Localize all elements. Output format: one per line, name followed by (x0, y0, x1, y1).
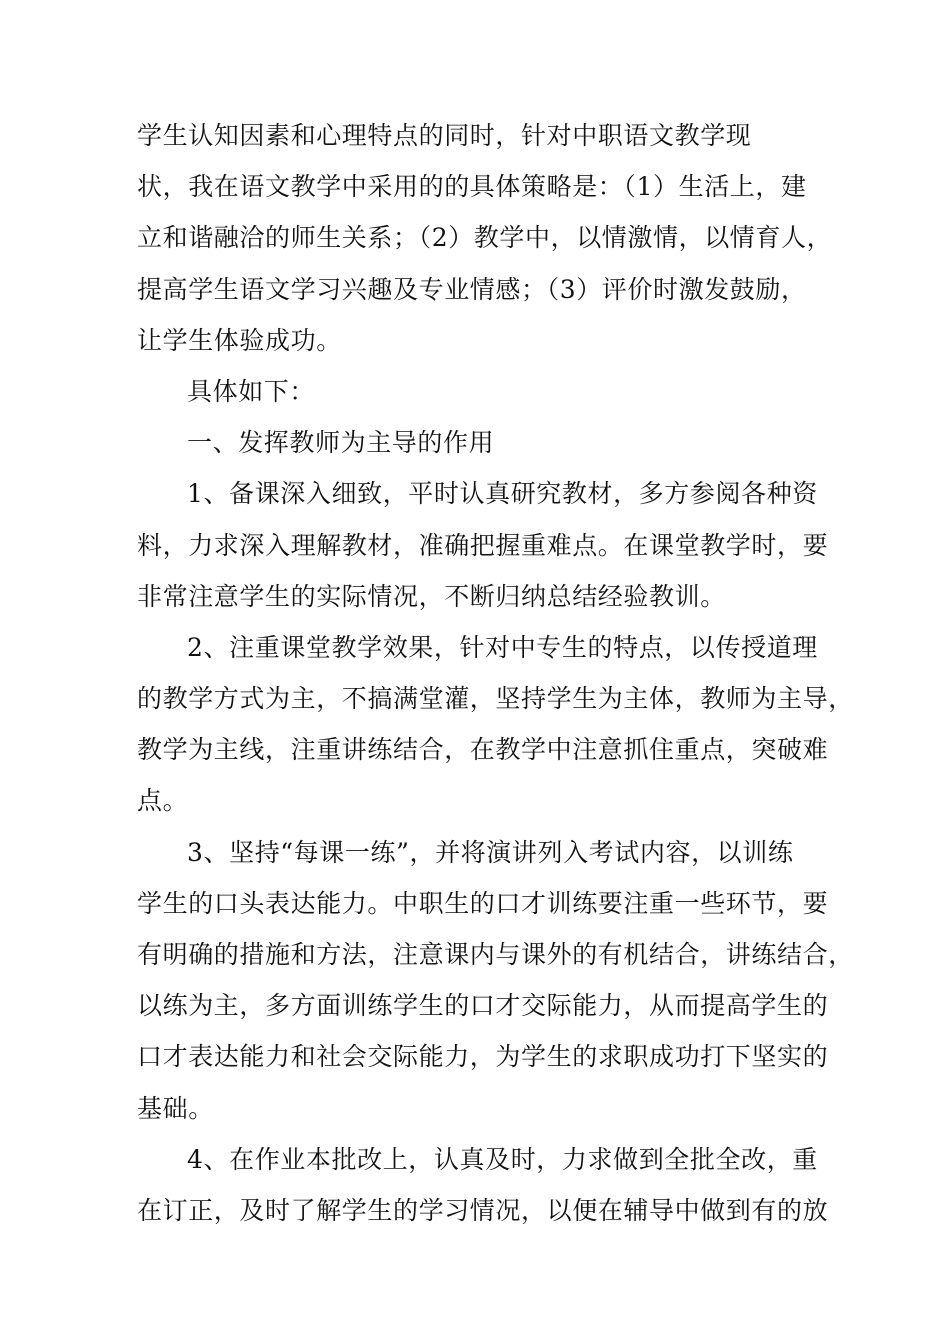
text-line: 立和谐融洽的师生关系；（2）教学中，以情激情，以情育人， (137, 223, 833, 253)
text-line: 1、备课深入细致，平时认真研究教材，多方参阅各种资 (187, 479, 818, 509)
text-line: 学生认知因素和心理特点的同时，针对中职语文教学现 (137, 121, 752, 150)
text-line: 以练为主，多方面训练学生的口才交际能力，从而提高学生的 (137, 991, 829, 1021)
text-line: 非常注意学生的实际情况，不断归纳总结经验教训。 (137, 581, 726, 611)
text-line: 状，我在语文教学中采用的的具体策略是：（1）生活上，建 (137, 172, 807, 202)
text-line: 基础。 (137, 1093, 214, 1123)
text-line: 具体如下： (187, 376, 316, 406)
text-line: 4、在作业本批改上，认真及时，力求做到全批全改，重 (187, 1144, 818, 1174)
text-line: 口才表达能力和社会交际能力，为学生的求职成功打下坚实的 (137, 1042, 829, 1072)
text-line: 让学生体验成功。 (137, 325, 342, 355)
text-line: 提高学生语文学习兴趣及专业情感；（3）评价时激发鼓励， (137, 274, 807, 304)
text-line: 2、注重课堂教学效果，针对中专生的特点，以传授道理 (187, 632, 818, 662)
text-line: 在订正，及时了解学生的学习情况，以便在辅导中做到有的放 (137, 1195, 829, 1225)
text-line: 3、坚持“每课一练”，并将演讲列入考试内容，以训练 (187, 837, 794, 867)
text-line: 学生的口头表达能力。中职生的口才训练要注重一些环节，要 (137, 888, 829, 918)
text-line: 的教学方式为主，不搞满堂灌，坚持学生为主体，教师为主导， (137, 684, 854, 714)
text-line: 教学为主线，注重讲练结合，在教学中注意抓住重点，突破难 (137, 735, 829, 765)
body-text (137, 110, 854, 1236)
text-line: 点。 (137, 786, 189, 816)
section-heading: 一、发挥教师为主导的作用 (187, 428, 495, 458)
text-line: 料，力求深入理解教材，准确把握重难点。在课堂教学时，要 (137, 530, 829, 560)
text-line: 有明确的措施和方法，注意课内与课外的有机结合，讲练结合， (137, 940, 854, 969)
